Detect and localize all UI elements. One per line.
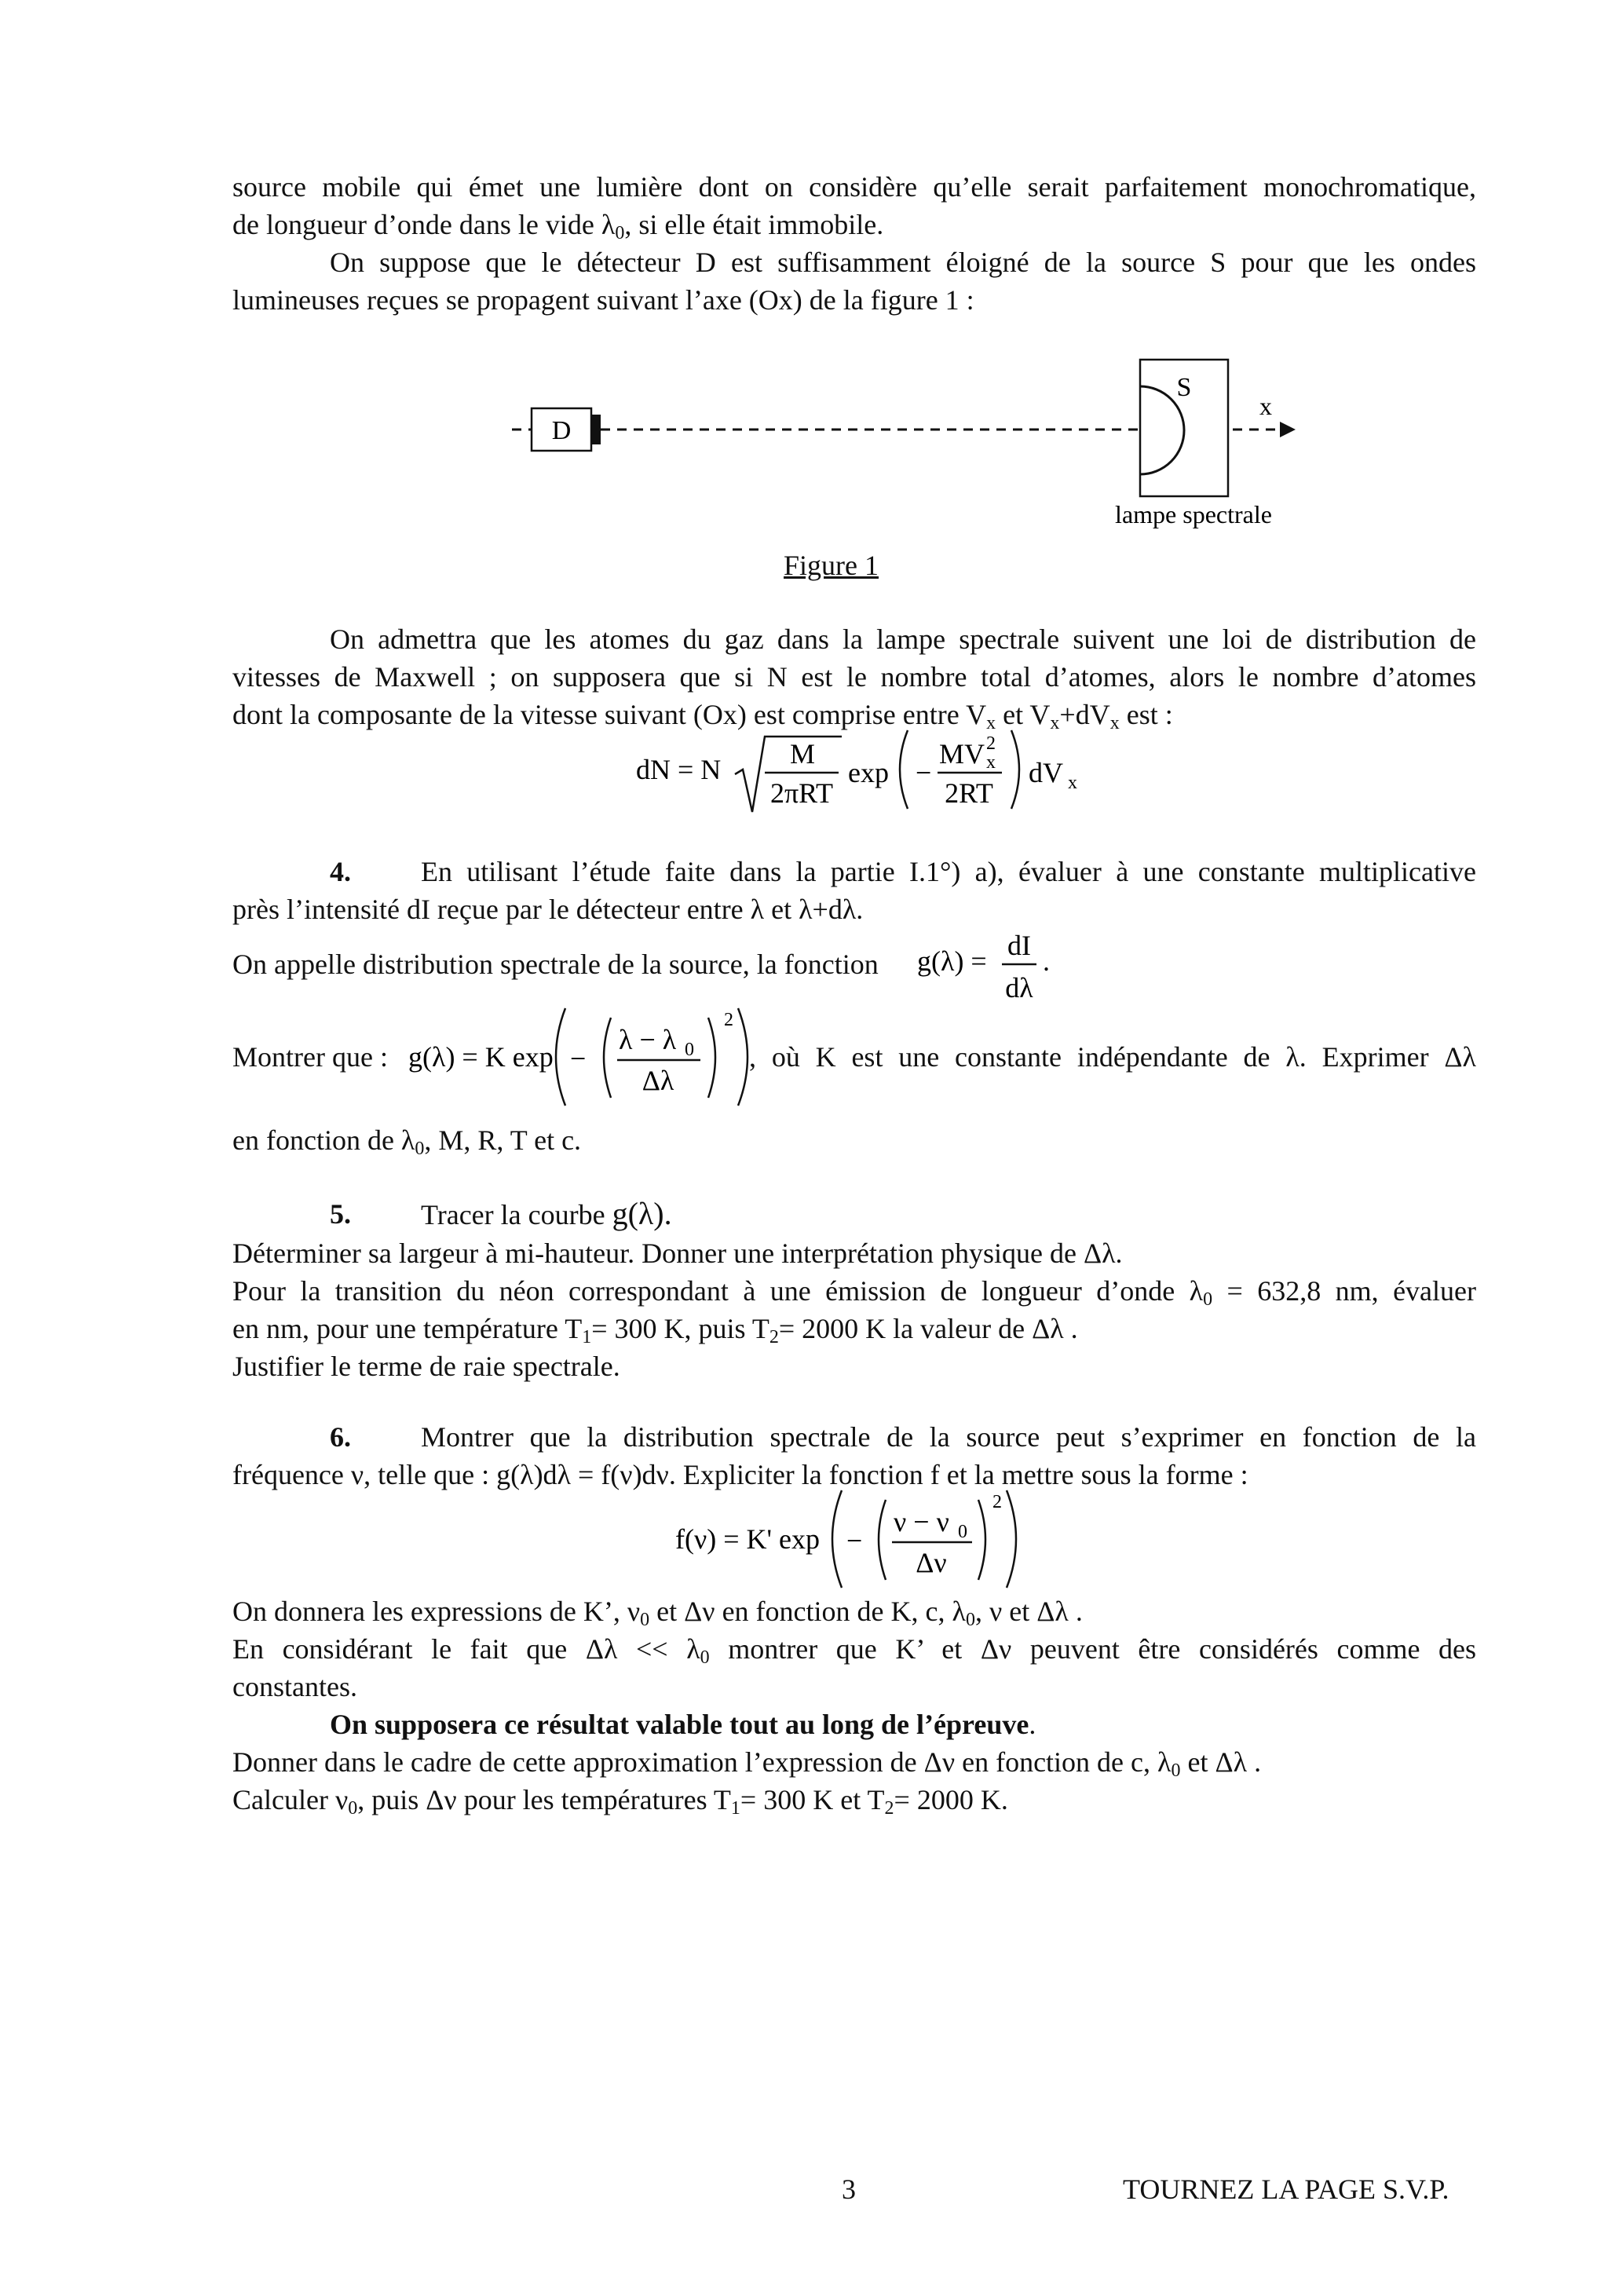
q5-line-3: Pour la transition du néon correspondant à une émission de longueur d’onde $\lambda_0 = 632,8$ nm, évaluer: [232, 1275, 1477, 1310]
intro-line-1: source mobile qui émet une lumière dont on considère qu’elle serait parfaitement monochromatique,: [232, 171, 1476, 203]
q5-line-2: Déterminer sa largeur à mi-hauteur. Donner une interprétation physique de Δλ.: [232, 1238, 1123, 1269]
q6-paren-left: [879, 1500, 886, 1580]
q4-g-definition: [917, 922, 1074, 1008]
figure-1-diagram: [503, 345, 1327, 550]
maxwell-line-3: dont la composante de la vitesse suivant (Ox) est comprise entre $V_x$ et $V_x+dV_x$ est :: [232, 699, 1173, 733]
detector-label: D: [551, 416, 572, 445]
q6-big-paren-right: [1007, 1490, 1016, 1588]
q5-line-4: en nm, pour une température $T_1= 300$ K, puis $T_2= 2000$ K la valeur de Δλ .: [232, 1313, 1078, 1347]
maxwell-formula: [636, 722, 1076, 817]
q4-formula-power: 2: [724, 1010, 733, 1030]
axis-arrow-icon: [1280, 422, 1296, 437]
q4-g-lhs: g(λ) =: [917, 945, 987, 977]
maxwell-lhs: dN = N: [636, 754, 722, 785]
maxwell-paren-left: [900, 730, 908, 809]
q4-show-prefix: Montrer que :: [232, 1041, 388, 1073]
q5-line-5: Justifier le terme de raie spectrale.: [232, 1351, 620, 1382]
maxwell-tail: dV: [1029, 757, 1063, 788]
q5-number: 5.: [330, 1198, 351, 1230]
question-6: [232, 1418, 1476, 1493]
maxwell-exp: exp: [848, 757, 889, 788]
question-5: [232, 1234, 1476, 1385]
q6-line-7: Donner dans le cadre de cette approximation l’expression de Δν en fonction de c, $\lambda_0$ et Δλ .: [232, 1746, 1262, 1781]
intro-line-2: de longueur d’onde dans le vide $\lambda_0$, si elle était immobile.: [232, 209, 884, 243]
q6-line-8: Calculer $\nu_0$, puis Δν pour les températures $T_1= 300$ K et $T_2= 2000$ K.: [232, 1784, 1008, 1819]
maxwell-paren-right: [1011, 730, 1019, 809]
q4-big-paren-right: [738, 1008, 748, 1106]
q4-formula-den: Δλ: [642, 1065, 674, 1096]
q6-line-6: On supposera ce résultat valable tout au long de l’épreuve.: [330, 1709, 1036, 1740]
maxwell-line-2: vitesses de Maxwell ; on supposera que si N est le nombre total d’atomes, alors le nombre d’atomes: [232, 661, 1476, 693]
q4-paren-right: [708, 1018, 715, 1098]
figure-caption: Figure 1: [784, 550, 879, 581]
q6-formula-num-sub: 0: [958, 1522, 967, 1542]
q4-show-suffix: , où K est une constante indépendante de λ. Exprimer Δλ: [749, 1041, 1476, 1073]
q6-big-paren-left: [832, 1490, 842, 1588]
q6-formula-den: Δν: [916, 1547, 947, 1578]
q6-formula: [675, 1484, 1021, 1594]
q4-line-2: près l’intensité dI reçue par le détecteur entre λ et λ+dλ.: [232, 894, 864, 925]
maxwell-line-1: On admettra que les atomes du gaz dans la lampe spectrale suivent une loi de distribution de: [330, 623, 1476, 655]
maxwell-den2: 2RT: [945, 777, 993, 809]
intro-paragraph: [232, 168, 1476, 319]
axis-label: x: [1259, 392, 1272, 420]
detector-window: [591, 415, 601, 444]
page-number: 3: [842, 2174, 856, 2205]
maxwell-paragraph: [232, 620, 1476, 733]
q5-line-1: Tracer la courbe g(λ).: [421, 1196, 672, 1231]
maxwell-num: M: [789, 738, 816, 770]
q4-big-paren-left: [556, 1008, 565, 1106]
source-label: S: [1176, 373, 1192, 402]
maxwell-tail-sub: x: [1068, 773, 1077, 793]
q6-line-1: 6. Montrer que la distribution spectrale de la source peut s’exprimer en fonction de la: [232, 1418, 1476, 1456]
question-6-continued: [232, 1592, 1476, 1819]
q4-dot: .: [1043, 945, 1050, 977]
q4-formula-lhs: g(λ) = K exp: [408, 1041, 554, 1073]
q4-frac-den: dλ: [1005, 972, 1033, 1004]
maxwell-minus: −: [916, 757, 932, 788]
q6-line-5: constantes.: [232, 1671, 357, 1702]
turn-page-note: TOURNEZ LA PAGE S.V.P.: [1123, 2174, 1449, 2205]
q6-formula-lhs: f(ν) = K' exp: [675, 1523, 821, 1555]
q6-formula-num: ν − ν: [894, 1506, 949, 1537]
lamp-caption: lampe spectrale: [1115, 500, 1272, 528]
q4-formula-minus: −: [570, 1043, 587, 1074]
q4-formula-num-sub: 0: [685, 1040, 694, 1060]
q6-line-3: On donnera les expressions de K’, $\nu_0$ et Δν en fonction de K, c, $\lambda_0$, ν et Δλ .: [232, 1596, 1083, 1630]
q6-formula-power: 2: [992, 1492, 1002, 1512]
maxwell-num2-sup: 2: [986, 733, 996, 754]
q6-number: 6.: [330, 1421, 351, 1453]
intro-line-3: On suppose que le détecteur D est suffisamment éloigné de la source S pour que les ondes: [330, 247, 1476, 278]
q6-line-4: En considérant le fait que $\Delta\lambda << \lambda_0$ montrer que K’ et Δν peuvent être considérés comme des: [232, 1633, 1477, 1668]
q4-paren-left: [604, 1018, 611, 1098]
question-4: [232, 853, 1476, 928]
q5-g-function: g(λ).: [612, 1196, 672, 1231]
q4-formula-num: λ − λ: [619, 1024, 677, 1055]
maxwell-num2: MV: [939, 738, 985, 770]
q4-line-1: 4. En utilisant l’étude faite dans la partie I.1°) a), évaluer à une constante multiplicative: [232, 853, 1476, 890]
q6-line-2: fréquence ν, telle que : g(λ)dλ = f(ν)dν. Expliciter la fonction f et la mettre sous la forme :: [232, 1459, 1248, 1490]
q4-gaussian-formula: [408, 1002, 754, 1112]
intro-line-4: lumineuses reçues se propagent suivant l’axe (Ox) de la figure 1 :: [232, 284, 974, 316]
q4-line-3: On appelle distribution spectrale de la source, la fonction: [232, 949, 879, 980]
q6-paren-right: [978, 1500, 985, 1580]
q4-line-end: en fonction de $\lambda_0$, M, R, T et c.: [232, 1124, 582, 1159]
maxwell-den: 2πRT: [769, 777, 834, 809]
q4-number: 4.: [330, 856, 351, 887]
q6-formula-minus: −: [846, 1525, 863, 1556]
q4-frac-num: dI: [1007, 930, 1031, 961]
maxwell-num2-sub: x: [986, 752, 996, 773]
